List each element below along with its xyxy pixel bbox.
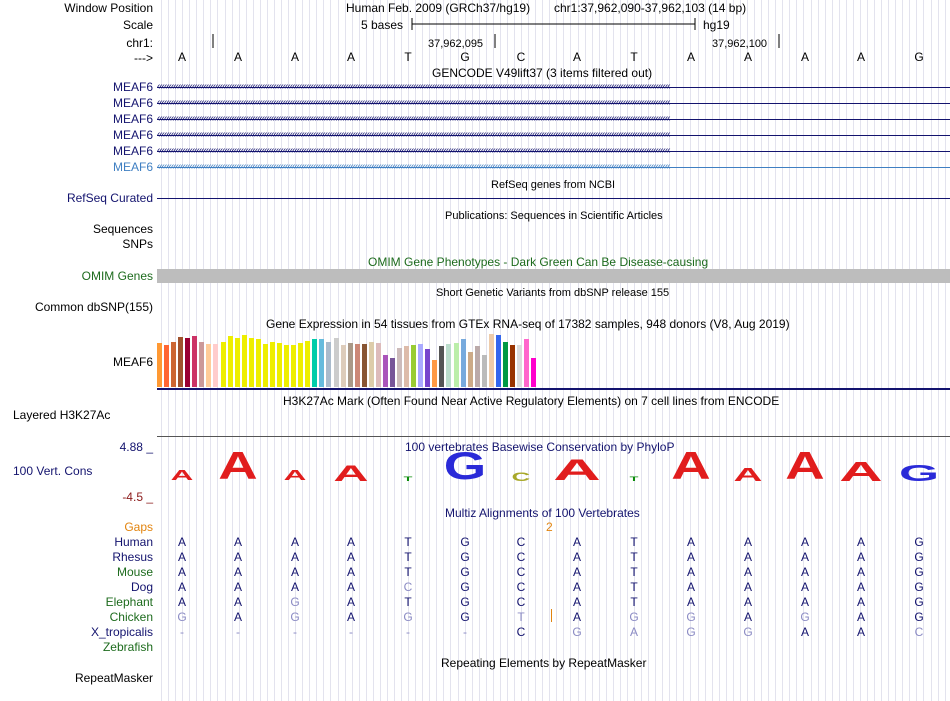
aligned-base: G (290, 610, 300, 624)
aligned-base: A (629, 625, 638, 639)
aligned-base: A (856, 625, 865, 639)
aligned-base: G (800, 610, 810, 624)
gtex-tissue-bar[interactable] (496, 335, 501, 387)
aligned-base: A (800, 595, 809, 609)
window-position-label: Window Position (64, 1, 153, 15)
gtex-bar-chart[interactable] (157, 333, 537, 387)
reference-base: A (743, 50, 752, 64)
aligned-base: A (572, 550, 581, 564)
aligned-base: A (177, 595, 186, 609)
gtex-tissue-bar[interactable] (199, 342, 204, 387)
aligned-base: A (177, 550, 186, 564)
reference-base: C (516, 50, 526, 64)
cons-logo-letter: A (785, 445, 825, 488)
refseq-gene-line[interactable] (157, 198, 950, 199)
reference-base: A (856, 50, 865, 64)
gtex-tissue-bar[interactable] (454, 343, 459, 387)
gencode-transcript[interactable] (157, 145, 950, 158)
gtex-tissue-bar[interactable] (256, 339, 261, 387)
aligned-base: A (800, 565, 809, 579)
gtex-tissue-bar[interactable] (341, 345, 346, 387)
aligned-base: G (290, 595, 300, 609)
gencode-transcript[interactable] (157, 81, 950, 94)
gtex-tissue-bar[interactable] (284, 345, 289, 387)
ruler-tick (494, 34, 496, 48)
aligned-base: A (800, 625, 809, 639)
aligned-base: A (686, 565, 695, 579)
omim-label[interactable]: OMIM Genes (81, 269, 153, 283)
aligned-base: A (233, 610, 242, 624)
strand-arrows: ‹‹‹‹‹‹‹‹‹‹‹‹‹‹‹‹‹‹‹‹‹‹‹‹‹‹‹‹‹‹‹‹‹‹‹‹‹‹‹‹‹‹‹‹‹‹‹‹‹‹‹‹‹‹‹‹‹‹‹‹‹‹‹‹‹‹‹‹‹‹‹‹‹‹‹‹‹‹‹‹‹‹‹‹‹‹‹‹‹‹‹‹‹‹‹‹‹‹‹‹‹‹‹‹‹‹‹‹‹‹‹‹‹‹‹‹‹‹‹‹‹‹‹‹‹‹‹‹‹‹‹‹‹‹‹‹‹‹‹‹‹‹‹‹‹‹‹‹‹‹‹‹‹‹‹‹‹‹‹‹‹‹‹‹‹‹‹‹‹‹‹‹‹‹‹‹‹‹‹‹‹‹‹‹‹‹‹‹‹‹‹‹‹‹‹‹‹‹‹‹‹‹‹‹‹‹‹‹‹‹‹‹‹‹‹‹‹‹‹‹ (157, 161, 670, 172)
aligned-base: A (743, 565, 752, 579)
gtex-tissue-bar[interactable] (249, 338, 254, 387)
species-label[interactable]: X_tropicalis (90, 625, 153, 639)
cons-logo-letter: G (443, 445, 487, 488)
aligned-base: G (460, 565, 470, 579)
gtex-tissue-bar[interactable] (439, 346, 444, 387)
gtex-tissue-bar[interactable] (242, 335, 247, 387)
gtex-tissue-bar[interactable] (524, 339, 529, 387)
gencode-transcript[interactable] (157, 161, 950, 174)
aligned-base: C (516, 535, 526, 549)
strand-arrows: ‹‹‹‹‹‹‹‹‹‹‹‹‹‹‹‹‹‹‹‹‹‹‹‹‹‹‹‹‹‹‹‹‹‹‹‹‹‹‹‹‹‹‹‹‹‹‹‹‹‹‹‹‹‹‹‹‹‹‹‹‹‹‹‹‹‹‹‹‹‹‹‹‹‹‹‹‹‹‹‹‹‹‹‹‹‹‹‹‹‹‹‹‹‹‹‹‹‹‹‹‹‹‹‹‹‹‹‹‹‹‹‹‹‹‹‹‹‹‹‹‹‹‹‹‹‹‹‹‹‹‹‹‹‹‹‹‹‹‹‹‹‹‹‹‹‹‹‹‹‹‹‹‹‹‹‹‹‹‹‹‹‹‹‹‹‹‹‹‹‹‹‹‹‹‹‹‹‹‹‹‹‹‹‹‹‹‹‹‹‹‹‹‹‹‹‹‹‹‹‹‹‹‹‹‹‹‹‹‹‹‹‹‹‹‹‹‹‹‹‹ (157, 129, 670, 140)
reference-base: A (572, 50, 581, 64)
aligned-base: A (572, 535, 581, 549)
aligned-base: G (743, 625, 753, 639)
dbsnp-label[interactable]: Common dbSNP(155) (34, 300, 153, 314)
cons-logo-letter: C (511, 471, 531, 484)
reference-base: G (914, 50, 924, 64)
aligned-base: A (290, 535, 299, 549)
aligned-base: T (517, 610, 525, 624)
gencode-gene-label[interactable]: MEAF6 (112, 144, 153, 158)
cons-logo-letter: A (170, 468, 194, 484)
aligned-base: G (460, 535, 470, 549)
species-label[interactable]: Zebrafish (102, 640, 153, 654)
aligned-base: G (914, 565, 924, 579)
species-label[interactable]: Human (114, 535, 153, 549)
reference-base: A (290, 50, 299, 64)
ruler-tick (778, 34, 780, 48)
aligned-base: A (686, 535, 695, 549)
gtex-tissue-bar[interactable] (235, 338, 240, 387)
aligned-base: G (686, 610, 696, 624)
reference-base: A (800, 50, 809, 64)
cons-logo-letter: T (403, 476, 413, 483)
aligned-base: C (403, 580, 413, 594)
track-label-column (0, 0, 153, 701)
gtex-tissue-bar[interactable] (404, 346, 409, 387)
aligned-base: A (800, 550, 809, 564)
aligned-base: A (346, 565, 355, 579)
cons-logo-letter: A (333, 461, 369, 486)
aligned-base: A (233, 565, 242, 579)
gtex-tissue-bar[interactable] (376, 343, 381, 387)
gtex-tissue-bar[interactable] (312, 339, 317, 387)
aligned-base: A (233, 535, 242, 549)
db-text: hg19 (703, 18, 730, 32)
gencode-gene-label[interactable]: MEAF6 (112, 128, 153, 142)
strand-arrow-label: ---> (134, 51, 153, 65)
cons-logo-letter: A (553, 454, 601, 487)
gtex-tissue-bar[interactable] (228, 336, 233, 387)
aligned-base: T (630, 550, 638, 564)
aligned-base: C (914, 625, 924, 639)
aligned-base: - (293, 625, 297, 639)
gaps-label: Gaps (124, 520, 153, 534)
assembly-title: Human Feb. 2009 (GRCh37/hg19) (346, 1, 531, 15)
aligned-base: G (460, 610, 470, 624)
gtex-tissue-bar[interactable] (446, 344, 451, 387)
h3k27ac-label[interactable]: Layered H3K27Ac (13, 408, 111, 422)
gtex-tissue-bar[interactable] (221, 342, 226, 387)
aligned-base: A (743, 610, 752, 624)
gtex-tissue-bar[interactable] (475, 346, 480, 387)
scale-text: 5 bases (361, 18, 404, 32)
aligned-base: C (516, 580, 526, 594)
aligned-base: A (572, 595, 581, 609)
omim-feature[interactable] (157, 269, 950, 283)
h3k27ac-baseline (157, 436, 950, 437)
aligned-base: G (914, 535, 924, 549)
gtex-tissue-bar[interactable] (319, 339, 324, 387)
aligned-base: - (463, 625, 467, 639)
reference-base: G (460, 50, 470, 64)
aligned-base: A (572, 565, 581, 579)
gtex-title: Gene Expression in 54 tissues from GTEx RNA-seq of 17382 samples, 948 donors (V8, Aug 2019) (266, 317, 790, 331)
gtex-tissue-bar[interactable] (348, 343, 353, 387)
snps-label[interactable]: SNPs (122, 237, 153, 251)
gtex-tissue-bar[interactable] (432, 360, 437, 387)
gtex-tissue-bar[interactable] (390, 358, 395, 387)
aligned-base: A (572, 580, 581, 594)
aligned-base: A (743, 535, 752, 549)
aligned-base: A (686, 595, 695, 609)
gtex-tissue-bar[interactable] (206, 344, 211, 387)
aligned-base: G (177, 610, 187, 624)
cons-logo-letter: A (283, 468, 307, 484)
gencode-gene-label[interactable]: MEAF6 (112, 160, 153, 174)
aligned-base: A (856, 550, 865, 564)
aligned-base: A (233, 595, 242, 609)
insertion-marker (551, 609, 552, 622)
publications-label[interactable]: Sequences (92, 222, 153, 236)
cons-logo-letter: G (898, 460, 940, 486)
aligned-base: A (290, 565, 299, 579)
gap-count: 2 (546, 520, 553, 534)
cons-max-label: 4.88 _ (119, 440, 153, 454)
species-label[interactable]: Chicken (109, 610, 153, 624)
aligned-base: G (460, 595, 470, 609)
aligned-base: G (460, 550, 470, 564)
gtex-tissue-bar[interactable] (305, 341, 310, 387)
gtex-tissue-bar[interactable] (482, 355, 487, 387)
aligned-base: G (629, 610, 639, 624)
aligned-base: A (686, 580, 695, 594)
gtex-tissue-bar[interactable] (171, 342, 176, 387)
gtex-tissue-bar[interactable] (411, 345, 416, 387)
aligned-base: T (404, 595, 412, 609)
aligned-base: - (349, 625, 353, 639)
gtex-tissue-bar[interactable] (517, 345, 522, 387)
gtex-tissue-bar[interactable] (291, 345, 296, 387)
gtex-tissue-bar[interactable] (531, 358, 536, 387)
gtex-divider (157, 388, 950, 390)
gtex-tissue-bar[interactable] (468, 352, 473, 387)
h3k27ac-title: H3K27Ac Mark (Often Found Near Active Regulatory Elements) on 7 cell lines from ENCODE (283, 394, 780, 408)
aligned-base: - (180, 625, 184, 639)
publications-title: Publications: Sequences in Scientific Articles (445, 210, 663, 222)
aligned-base: A (233, 550, 242, 564)
aligned-base: C (516, 565, 526, 579)
aligned-base: T (404, 550, 412, 564)
aligned-base: T (404, 535, 412, 549)
strand-arrows: ‹‹‹‹‹‹‹‹‹‹‹‹‹‹‹‹‹‹‹‹‹‹‹‹‹‹‹‹‹‹‹‹‹‹‹‹‹‹‹‹‹‹‹‹‹‹‹‹‹‹‹‹‹‹‹‹‹‹‹‹‹‹‹‹‹‹‹‹‹‹‹‹‹‹‹‹‹‹‹‹‹‹‹‹‹‹‹‹‹‹‹‹‹‹‹‹‹‹‹‹‹‹‹‹‹‹‹‹‹‹‹‹‹‹‹‹‹‹‹‹‹‹‹‹‹‹‹‹‹‹‹‹‹‹‹‹‹‹‹‹‹‹‹‹‹‹‹‹‹‹‹‹‹‹‹‹‹‹‹‹‹‹‹‹‹‹‹‹‹‹‹‹‹‹‹‹‹‹‹‹‹‹‹‹‹‹‹‹‹‹‹‹‹‹‹‹‹‹‹‹‹‹‹‹‹‹‹‹‹‹‹‹‹‹‹‹‹‹‹‹ (157, 113, 670, 124)
reference-base: T (630, 50, 638, 64)
aligned-base: A (346, 535, 355, 549)
species-label[interactable]: Mouse (116, 565, 153, 579)
gtex-tissue-bar[interactable] (270, 342, 275, 387)
cons-min-label: -4.5 _ (122, 490, 153, 504)
gtex-tissue-bar[interactable] (425, 349, 430, 387)
strand-arrows: ‹‹‹‹‹‹‹‹‹‹‹‹‹‹‹‹‹‹‹‹‹‹‹‹‹‹‹‹‹‹‹‹‹‹‹‹‹‹‹‹‹‹‹‹‹‹‹‹‹‹‹‹‹‹‹‹‹‹‹‹‹‹‹‹‹‹‹‹‹‹‹‹‹‹‹‹‹‹‹‹‹‹‹‹‹‹‹‹‹‹‹‹‹‹‹‹‹‹‹‹‹‹‹‹‹‹‹‹‹‹‹‹‹‹‹‹‹‹‹‹‹‹‹‹‹‹‹‹‹‹‹‹‹‹‹‹‹‹‹‹‹‹‹‹‹‹‹‹‹‹‹‹‹‹‹‹‹‹‹‹‹‹‹‹‹‹‹‹‹‹‹‹‹‹‹‹‹‹‹‹‹‹‹‹‹‹‹‹‹‹‹‹‹‹‹‹‹‹‹‹‹‹‹‹‹‹‹‹‹‹‹‹‹‹‹‹‹‹‹‹ (157, 97, 670, 108)
aligned-base: A (856, 535, 865, 549)
gtex-tissue-bar[interactable] (185, 338, 190, 387)
reference-base: A (346, 50, 355, 64)
gencode-transcript[interactable] (157, 129, 950, 142)
gencode-gene-label[interactable]: MEAF6 (112, 112, 153, 126)
gtex-tissue-bar[interactable] (503, 342, 508, 387)
gtex-tissue-bar[interactable] (277, 343, 282, 387)
gtex-tissue-bar[interactable] (397, 348, 402, 387)
gtex-tissue-bar[interactable] (369, 342, 374, 387)
gtex-tissue-bar[interactable] (192, 336, 197, 387)
gtex-tissue-bar[interactable] (461, 339, 466, 387)
gtex-tissue-bar[interactable] (355, 344, 360, 387)
strand-arrows: ‹‹‹‹‹‹‹‹‹‹‹‹‹‹‹‹‹‹‹‹‹‹‹‹‹‹‹‹‹‹‹‹‹‹‹‹‹‹‹‹‹‹‹‹‹‹‹‹‹‹‹‹‹‹‹‹‹‹‹‹‹‹‹‹‹‹‹‹‹‹‹‹‹‹‹‹‹‹‹‹‹‹‹‹‹‹‹‹‹‹‹‹‹‹‹‹‹‹‹‹‹‹‹‹‹‹‹‹‹‹‹‹‹‹‹‹‹‹‹‹‹‹‹‹‹‹‹‹‹‹‹‹‹‹‹‹‹‹‹‹‹‹‹‹‹‹‹‹‹‹‹‹‹‹‹‹‹‹‹‹‹‹‹‹‹‹‹‹‹‹‹‹‹‹‹‹‹‹‹‹‹‹‹‹‹‹‹‹‹‹‹‹‹‹‹‹‹‹‹‹‹‹‹‹‹‹‹‹‹‹‹‹‹‹‹‹‹‹‹‹ (157, 81, 670, 92)
repeatmasker-label[interactable]: RepeatMasker (74, 671, 153, 685)
gtex-label[interactable]: MEAF6 (112, 355, 153, 369)
cons-logo-letter: A (733, 465, 763, 485)
cons-logo-letter: T (629, 476, 639, 483)
strand-arrows: ‹‹‹‹‹‹‹‹‹‹‹‹‹‹‹‹‹‹‹‹‹‹‹‹‹‹‹‹‹‹‹‹‹‹‹‹‹‹‹‹‹‹‹‹‹‹‹‹‹‹‹‹‹‹‹‹‹‹‹‹‹‹‹‹‹‹‹‹‹‹‹‹‹‹‹‹‹‹‹‹‹‹‹‹‹‹‹‹‹‹‹‹‹‹‹‹‹‹‹‹‹‹‹‹‹‹‹‹‹‹‹‹‹‹‹‹‹‹‹‹‹‹‹‹‹‹‹‹‹‹‹‹‹‹‹‹‹‹‹‹‹‹‹‹‹‹‹‹‹‹‹‹‹‹‹‹‹‹‹‹‹‹‹‹‹‹‹‹‹‹‹‹‹‹‹‹‹‹‹‹‹‹‹‹‹‹‹‹‹‹‹‹‹‹‹‹‹‹‹‹‹‹‹‹‹‹‹‹‹‹‹‹‹‹‹‹‹‹‹‹ (157, 145, 670, 156)
aligned-base: T (630, 580, 638, 594)
repeatmasker-title: Repeating Elements by RepeatMasker (441, 656, 647, 670)
multiz-title: Multiz Alignments of 100 Vertebrates (445, 506, 640, 520)
aligned-base: A (346, 595, 355, 609)
aligned-base: A (572, 610, 581, 624)
ruler-coord-2: 37,962,100 (712, 38, 768, 50)
gtex-tissue-bar[interactable] (178, 337, 183, 387)
aligned-base: A (856, 565, 865, 579)
gtex-tissue-bar[interactable] (213, 344, 218, 387)
species-label[interactable]: Dog (130, 580, 153, 594)
gtex-tissue-bar[interactable] (326, 342, 331, 387)
reference-base: A (177, 50, 186, 64)
gtex-tissue-bar[interactable] (489, 334, 494, 387)
refseq-title: RefSeq genes from NCBI (491, 179, 616, 191)
aligned-base: A (177, 565, 186, 579)
cons-logo-letter: A (671, 445, 711, 488)
aligned-base: G (572, 625, 582, 639)
scale-bar (411, 17, 697, 31)
aligned-base: C (516, 550, 526, 564)
aligned-base: C (516, 625, 526, 639)
aligned-base: A (743, 595, 752, 609)
aligned-base: A (177, 535, 186, 549)
aligned-base: - (406, 625, 410, 639)
aligned-base: G (403, 610, 413, 624)
aligned-base: G (914, 610, 924, 624)
gtex-tissue-bar[interactable] (164, 345, 169, 387)
reference-base: A (233, 50, 242, 64)
cons-logo-letter: A (839, 456, 883, 487)
aligned-base: A (800, 580, 809, 594)
dbsnp-title: Short Genetic Variants from dbSNP release 155 (436, 287, 670, 299)
gencode-transcript[interactable] (157, 97, 950, 110)
species-label[interactable]: Elephant (105, 595, 153, 609)
aligned-base: A (177, 580, 186, 594)
aligned-base: A (290, 550, 299, 564)
aligned-base: A (686, 550, 695, 564)
gtex-tissue-bar[interactable] (362, 344, 367, 387)
aligned-base: A (856, 595, 865, 609)
aligned-base: A (233, 580, 242, 594)
gtex-tissue-bar[interactable] (418, 344, 423, 387)
cons-logo-letter: A (218, 445, 258, 488)
aligned-base: T (630, 595, 638, 609)
aligned-base: A (743, 550, 752, 564)
species-label[interactable]: Rhesus (112, 550, 153, 564)
cons-label[interactable]: 100 Vert. Cons (13, 464, 93, 478)
aligned-base: C (516, 595, 526, 609)
reference-sequence (157, 50, 950, 64)
aligned-base: G (914, 580, 924, 594)
aligned-base: T (404, 565, 412, 579)
omim-title: OMIM Gene Phenotypes - Dark Green Can Be Disease-causing (368, 255, 709, 269)
aligned-base: A (290, 580, 299, 594)
cons-title: 100 vertebrates Basewise Conservation by PhyloP (405, 440, 675, 454)
refseq-label[interactable]: RefSeq Curated (66, 191, 153, 205)
aligned-base: A (346, 550, 355, 564)
aligned-base: A (856, 580, 865, 594)
gencode-title: GENCODE V49lift37 (3 items filtered out) (432, 66, 653, 80)
gtex-tissue-bar[interactable] (263, 344, 268, 387)
reference-base: A (686, 50, 695, 64)
gtex-tissue-bar[interactable] (334, 338, 339, 387)
aligned-base: A (800, 535, 809, 549)
gencode-transcript[interactable] (157, 113, 950, 126)
aligned-base: G (460, 580, 470, 594)
track-area[interactable] (157, 0, 950, 701)
aligned-base: A (346, 580, 355, 594)
aligned-base: T (630, 535, 638, 549)
gtex-tissue-bar[interactable] (510, 345, 515, 387)
scale-label: Scale (122, 18, 153, 32)
aligned-base: G (686, 625, 696, 639)
aligned-base: G (914, 595, 924, 609)
aligned-base: - (236, 625, 240, 639)
chrom-label: chr1: (126, 36, 153, 50)
aligned-base: A (743, 580, 752, 594)
ruler-coord-1: 37,962,095 (428, 38, 484, 50)
aligned-base: G (914, 550, 924, 564)
ruler-tick (212, 34, 214, 48)
gtex-tissue-bar[interactable] (298, 343, 303, 387)
position-text: chr1:37,962,090-37,962,103 (14 bp) (554, 1, 747, 15)
gencode-gene-label[interactable]: MEAF6 (112, 80, 153, 94)
aligned-base: A (856, 610, 865, 624)
reference-base: T (404, 50, 412, 64)
gencode-gene-label[interactable]: MEAF6 (112, 96, 153, 110)
gtex-tissue-bar[interactable] (383, 355, 388, 387)
gtex-tissue-bar[interactable] (157, 343, 162, 387)
aligned-base: T (630, 565, 638, 579)
aligned-base: A (346, 610, 355, 624)
